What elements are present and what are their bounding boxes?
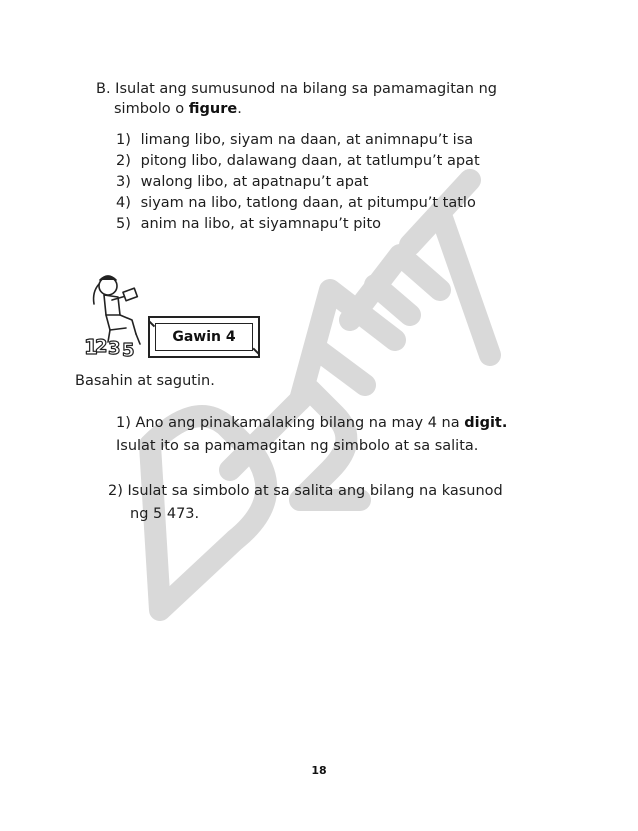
question-2-line1: 2) Isulat sa simbolo at sa salita ang bilang na kasunod: [108, 483, 503, 499]
watermark-letter-f: [350, 255, 440, 320]
list-item-number: 1): [116, 132, 131, 148]
svg-text:1: 1: [84, 335, 98, 359]
section-b-bold-word: figure: [188, 101, 238, 117]
list-item-number: 5): [116, 216, 131, 232]
list-item: [116, 151, 480, 172]
activity-intro: Basahin at sagutin.: [75, 373, 215, 389]
list-item: [116, 130, 480, 151]
list-item: [116, 214, 480, 235]
question-1-line1: [116, 413, 507, 433]
list-item-number: 2): [116, 153, 131, 169]
list-item-text: siyam na libo, tatlong daan, at pitumpu’t tatlo: [140, 195, 476, 211]
girl-reading-illustration: [80, 270, 150, 360]
section-b-instruction-line1: Isulat ang sumusunod na bilang sa pamamagitan ng: [115, 81, 497, 97]
section-b-list: [116, 130, 480, 235]
list-item: [116, 172, 480, 193]
list-item-number: 3): [116, 174, 131, 190]
question-2-line2: ng 5 473.: [130, 506, 200, 522]
section-b-instruction: [96, 79, 497, 119]
list-item-text: anim na libo, at siyamnapu’t pito: [140, 216, 381, 232]
page-number: 18: [311, 764, 327, 777]
question-1-text: 1) Ano ang pinakamalaking bilang na may 4 na: [116, 415, 465, 431]
list-item: [116, 193, 480, 214]
question-1-bold-word: digit.: [464, 415, 508, 431]
section-b-label: B.: [96, 81, 111, 97]
list-item-text: walong libo, at apatnapu’t apat: [140, 174, 369, 190]
section-b-instruction-line2: simbolo o: [114, 101, 189, 117]
activity-title-frame: [148, 316, 260, 358]
question-1-line2: Isulat ito sa pamamagitan ng simbolo at sa salita.: [116, 438, 479, 454]
list-item-text: limang libo, siyam na daan, at animnapu’t isa: [140, 132, 474, 148]
svg-text:3: 3: [108, 338, 121, 359]
svg-text:2: 2: [95, 336, 108, 357]
watermark-text: DRAFT: [0, 0, 4, 1]
svg-text:5: 5: [122, 340, 135, 360]
list-item-number: 4): [116, 195, 131, 211]
activity-title: Gawin 4: [155, 323, 253, 351]
watermark-letter-a: [300, 290, 395, 400]
list-item-text: pitong libo, dalawang daan, at tatlumpu’t apat: [140, 153, 480, 169]
section-b-period: .: [237, 101, 242, 117]
